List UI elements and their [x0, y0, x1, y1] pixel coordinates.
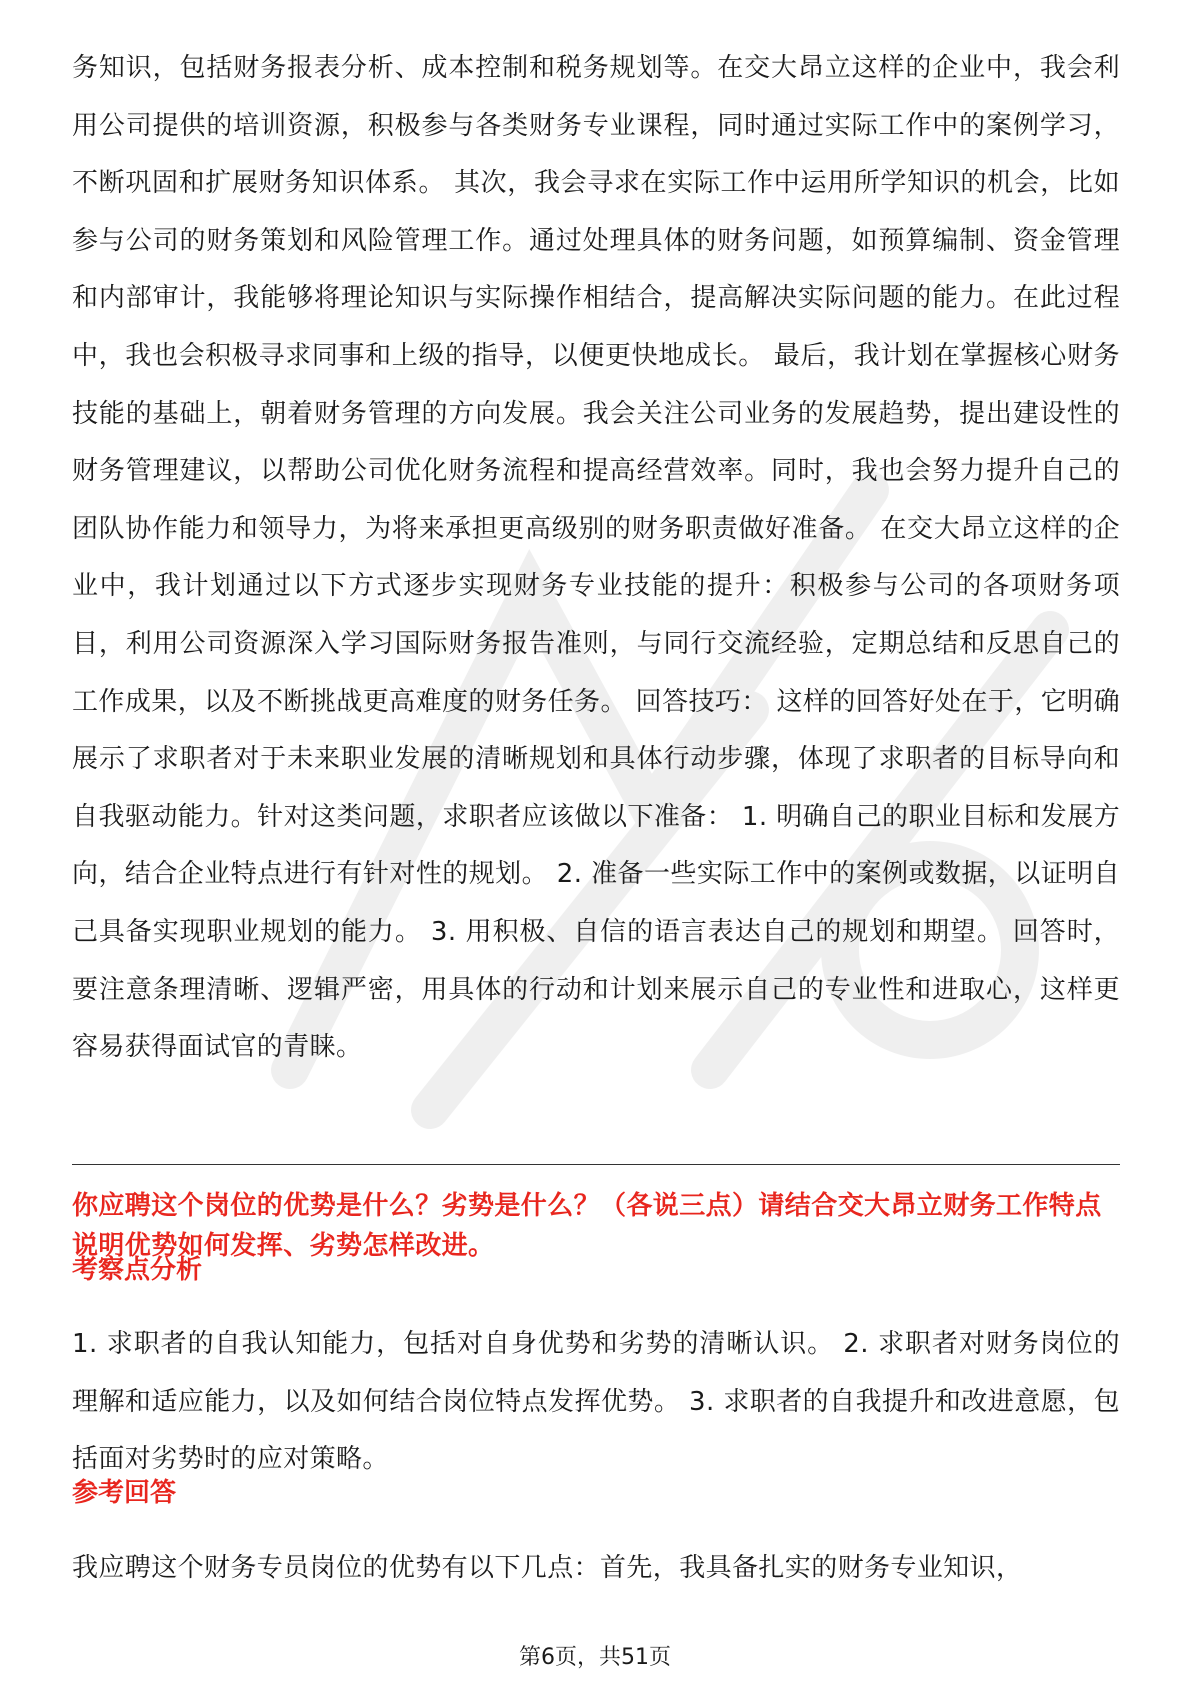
page-body [72, 40, 1120, 1077]
answer-text: 我应聘这个财务专员岗位的优势有以下几点：首先，我具备扎实的财务专业知识， [72, 1553, 1023, 1583]
body-paragraph: 务知识，包括财务报表分析、成本控制和税务规划等。在交大昂立这样的企业中，我会利用公司提供的培训资源，积极参与各类财务专业课程，同时通过实际工作中的案例学习，不断巩固和扩展财务知识体系。 其次，我会寻求在实际工作中运用所学知识的机会，比如参与公司的财务策划和风险管理工作。通过处理具体的财务问题，如预算编制、资金管理和内部审计，我能够将理论知识与实际操作相结合，提高解决实际问题的能力。在此过程中，我也会积极寻求同事和上级的指导，以便更快地成长。 最后，我计划在掌握核心财务技能的基础上，朝着财务管理的方向发展。我会关注公司业务的发展趋势，提出建设性的财务管理建议，以帮助公司优化财务流程和提高经营效率。同时，我也会努力提升自己的团队协作能力和领导力，为将来承担更高级别的财务职责做好准备。 在交大昂立这样的企业中，我计划通过以下方式逐步实现财务专业技能的提升：积极参与公司的各项财务项目，利用公司资源深入学习国际财务报告准则，与同行交流经验，定期总结和反思自己的工作成果，以及不断挑战更高难度的财务任务。 回答技巧： 这样的回答好处在于，它明确展示了求职者对于未来职业发展的清晰规划和具体行动步骤，体现了求职者的目标导向和自我驱动能力。针对这类问题，求职者应该做以下准备： 1. 明确自己的职业目标和发展方向，结合企业特点进行有针对性的规划。 2. 准备一些实际工作中的案例或数据，以证明自己具备实现职业规划的能力。 3. 用积极、自信的语言表达自己的规划和期望。 回答时，要注意条理清晰、逻辑严密，用具体的行动和计划来展示自己的专业性和进取心，这样更容易获得面试官的青睐。 [72, 53, 1120, 1063]
section-divider [72, 1164, 1120, 1165]
analysis-text: 1. 求职者的自我认知能力，包括对自身优势和劣势的清晰认识。 2. 求职者对财务岗位的理解和适应能力，以及如何结合岗位特点发挥优势。 3. 求职者的自我提升和改进意愿，包括面对劣势时的应对策略。 [72, 1329, 1120, 1475]
page-number-footer: 第6页，共51页 [519, 1645, 671, 1670]
question-heading: 你应聘这个岗位的优势是什么？劣势是什么？（各说三点）请结合交大昂立财务工作特点说明优势如何发挥、劣势怎样改进。 [72, 1191, 1102, 1261]
answer-title: 参考回答 [72, 1478, 177, 1508]
analysis-title: 考察点分析 [72, 1255, 203, 1285]
